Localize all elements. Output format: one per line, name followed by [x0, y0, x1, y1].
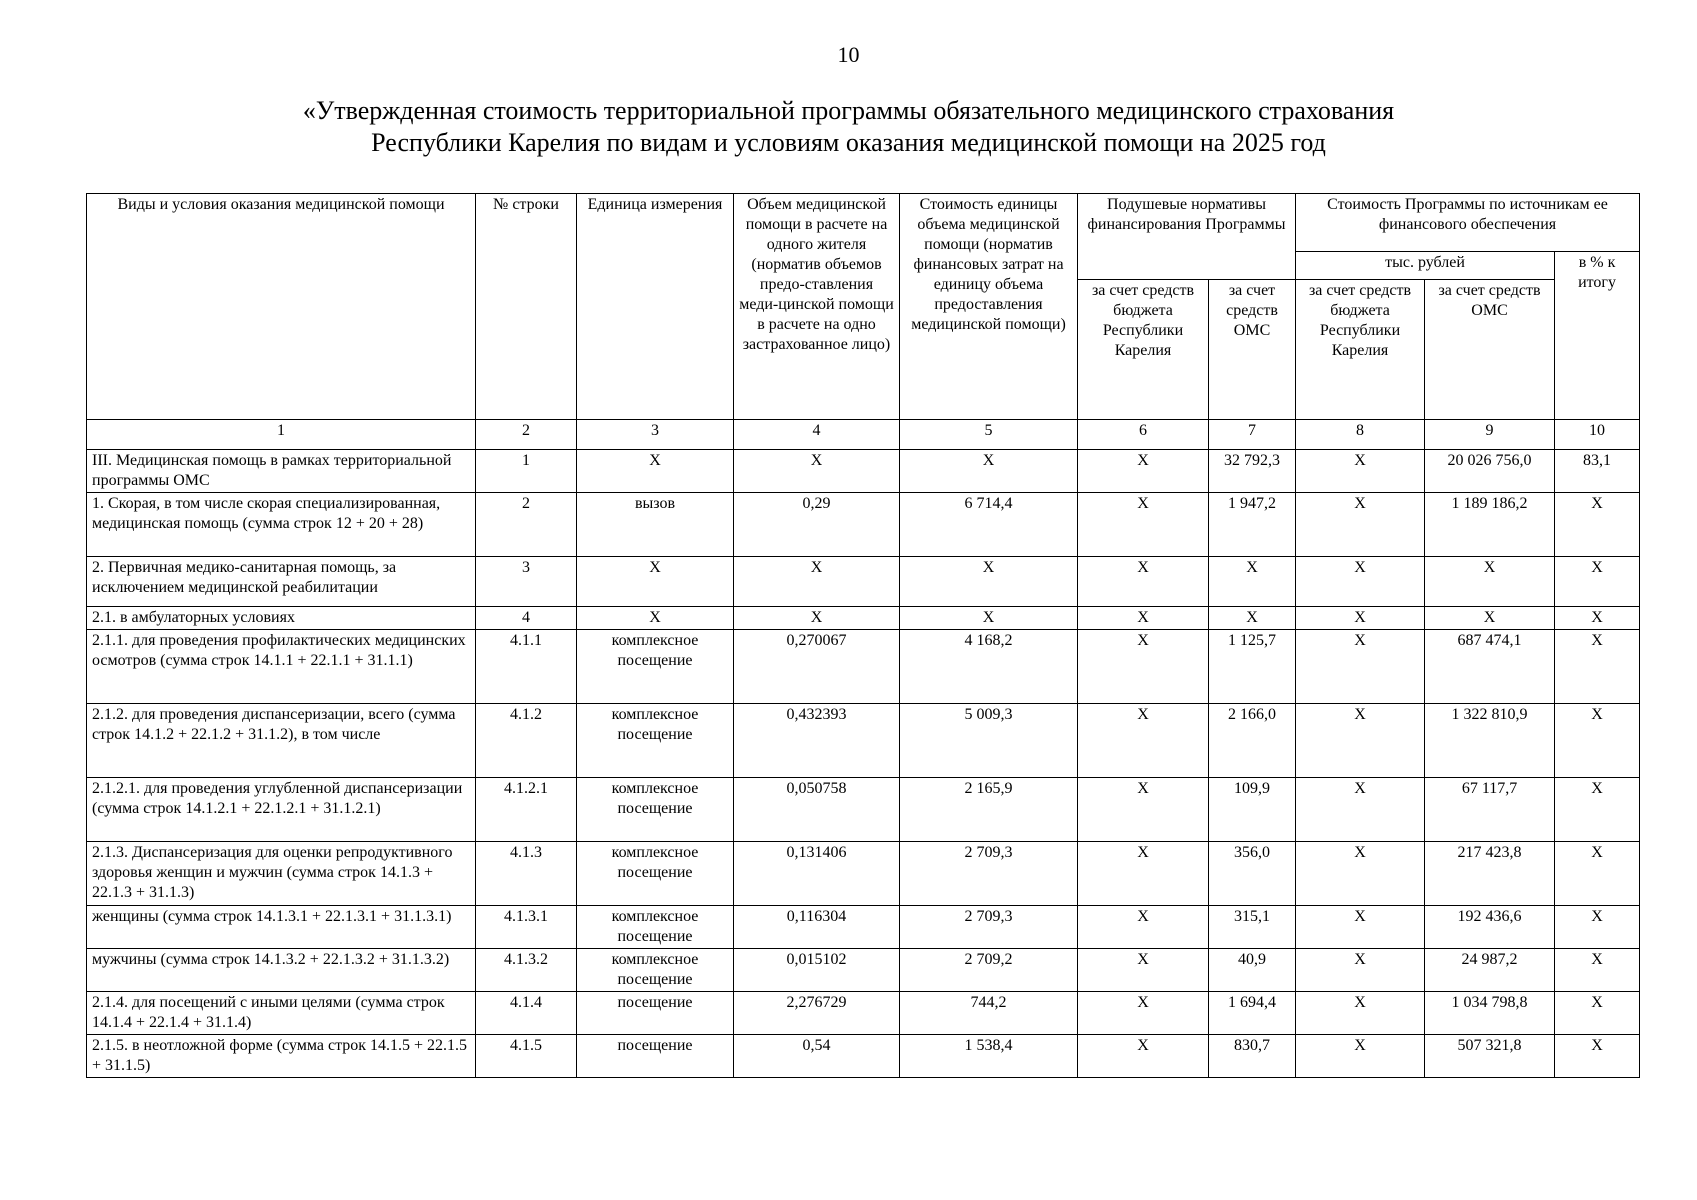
column-number: 4: [734, 420, 900, 450]
header-per-capita-budget: за счет средств бюджета Республики Карелия: [1078, 280, 1209, 420]
cell-per-capita-budget: X: [1078, 949, 1209, 992]
cell-percent: X: [1555, 778, 1640, 842]
table-row: [87, 1035, 1640, 1078]
header-thousand-rubles: тыс. рублей: [1296, 252, 1555, 280]
table-row: [87, 778, 1640, 842]
cell-unit-cost: 2 709,3: [900, 906, 1078, 949]
cell-unit: комплексное посещение: [577, 842, 734, 906]
cell-unit-cost: 5 009,3: [900, 704, 1078, 778]
cell-unit-cost: X: [900, 450, 1078, 493]
cell-unit: комплексное посещение: [577, 949, 734, 992]
cell-unit-cost: 6 714,4: [900, 493, 1078, 557]
column-number: 2: [476, 420, 577, 450]
cell-cost-budget: X: [1296, 557, 1425, 607]
cell-percent: X: [1555, 630, 1640, 704]
cell-cost-budget: X: [1296, 778, 1425, 842]
cell-description: 2.1.4. для посещений с иными целями (сумма строк 14.1.4 + 22.1.4 + 31.1.4): [87, 992, 476, 1035]
cell-per-capita-oms: 830,7: [1209, 1035, 1296, 1078]
cell-row-number: 4.1.1: [476, 630, 577, 704]
cell-unit-cost: 1 538,4: [900, 1035, 1078, 1078]
cell-percent: X: [1555, 607, 1640, 630]
cell-unit-cost: 4 168,2: [900, 630, 1078, 704]
cell-row-number: 4.1.2.1: [476, 778, 577, 842]
cell-per-capita-budget: X: [1078, 607, 1209, 630]
table-row: [87, 704, 1640, 778]
cell-percent: X: [1555, 557, 1640, 607]
table-row: [87, 630, 1640, 704]
cell-percent: X: [1555, 992, 1640, 1035]
page-number: 10: [837, 42, 860, 67]
cell-row-number: 4.1.3.1: [476, 906, 577, 949]
cell-unit: X: [577, 607, 734, 630]
cell-cost-budget: X: [1296, 949, 1425, 992]
cell-per-capita-budget: X: [1078, 557, 1209, 607]
cell-unit-cost: 2 709,3: [900, 842, 1078, 906]
cell-description: 2.1.2.1. для проведения углубленной диспансеризации (сумма строк 14.1.2.1 + 22.1.2.1 + 31.1.2.1): [87, 778, 476, 842]
cell-row-number: 1: [476, 450, 577, 493]
cell-cost-oms: 1 322 810,9: [1425, 704, 1555, 778]
cell-per-capita-oms: 356,0: [1209, 842, 1296, 906]
cell-cost-oms: 217 423,8: [1425, 842, 1555, 906]
cell-row-number: 4: [476, 607, 577, 630]
cell-per-capita-budget: X: [1078, 1035, 1209, 1078]
header-program-cost: Стоимость Программы по источникам ее финансового обеспечения: [1296, 194, 1640, 252]
cell-per-capita-budget: X: [1078, 450, 1209, 493]
table-row: [87, 557, 1640, 607]
cell-description: 2.1.3. Диспансеризация для оценки репродуктивного здоровья женщин и мужчин (сумма строк 14.1.3 + 22.1.3 + 31.1.3): [87, 842, 476, 906]
cell-per-capita-oms: 1 947,2: [1209, 493, 1296, 557]
cell-unit-cost: X: [900, 607, 1078, 630]
cell-percent: X: [1555, 493, 1640, 557]
cell-volume: 0,54: [734, 1035, 900, 1078]
cell-per-capita-budget: X: [1078, 704, 1209, 778]
cell-per-capita-budget: X: [1078, 842, 1209, 906]
cell-percent: X: [1555, 906, 1640, 949]
cell-volume: 0,29: [734, 493, 900, 557]
column-number: 8: [1296, 420, 1425, 450]
header-percent-of-total: в % к итогу: [1555, 252, 1640, 420]
cell-per-capita-oms: 32 792,3: [1209, 450, 1296, 493]
cell-cost-budget: X: [1296, 607, 1425, 630]
cell-cost-oms: 20 026 756,0: [1425, 450, 1555, 493]
cell-per-capita-budget: X: [1078, 493, 1209, 557]
cell-cost-oms: X: [1425, 557, 1555, 607]
cell-description: женщины (сумма строк 14.1.3.1 + 22.1.3.1 + 31.1.3.1): [87, 906, 476, 949]
cell-per-capita-oms: 1 125,7: [1209, 630, 1296, 704]
cell-cost-budget: X: [1296, 906, 1425, 949]
cell-cost-budget: X: [1296, 704, 1425, 778]
cell-volume: 0,270067: [734, 630, 900, 704]
header-row-number: № строки: [476, 194, 577, 420]
cell-cost-oms: 1 034 798,8: [1425, 992, 1555, 1035]
table-row: [87, 906, 1640, 949]
cell-per-capita-budget: X: [1078, 992, 1209, 1035]
cell-cost-budget: X: [1296, 493, 1425, 557]
cell-unit: комплексное посещение: [577, 906, 734, 949]
cell-cost-budget: X: [1296, 1035, 1425, 1078]
cell-cost-oms: 1 189 186,2: [1425, 493, 1555, 557]
cell-per-capita-oms: 315,1: [1209, 906, 1296, 949]
cell-row-number: 4.1.3.2: [476, 949, 577, 992]
cell-unit-cost: 2 709,2: [900, 949, 1078, 992]
document-title-line-2: Республики Карелия по видам и условиям оказания медицинской помощи на 2025 год: [371, 128, 1326, 157]
cell-volume: X: [734, 557, 900, 607]
column-number: 1: [87, 420, 476, 450]
column-number: 9: [1425, 420, 1555, 450]
cell-unit-cost: 744,2: [900, 992, 1078, 1035]
table-row: [87, 842, 1640, 906]
table-body: [87, 450, 1640, 1078]
cell-unit: посещение: [577, 1035, 734, 1078]
cell-cost-oms: 192 436,6: [1425, 906, 1555, 949]
cell-description: III. Медицинская помощь в рамках территориальной программы ОМС: [87, 450, 476, 493]
header-unit: Единица измерения: [577, 194, 734, 420]
cell-per-capita-budget: X: [1078, 630, 1209, 704]
table-row: [87, 949, 1640, 992]
cell-cost-budget: X: [1296, 450, 1425, 493]
cell-cost-oms: 687 474,1: [1425, 630, 1555, 704]
cell-volume: 0,116304: [734, 906, 900, 949]
cell-percent: X: [1555, 704, 1640, 778]
column-number: 5: [900, 420, 1078, 450]
table-row: [87, 450, 1640, 493]
cell-percent: X: [1555, 842, 1640, 906]
cell-unit-cost: 2 165,9: [900, 778, 1078, 842]
cell-unit: X: [577, 450, 734, 493]
column-number: 3: [577, 420, 734, 450]
column-number: 6: [1078, 420, 1209, 450]
table-row: [87, 493, 1640, 557]
cell-volume: 2,276729: [734, 992, 900, 1035]
cell-per-capita-oms: X: [1209, 607, 1296, 630]
cell-row-number: 4.1.5: [476, 1035, 577, 1078]
cell-per-capita-oms: 2 166,0: [1209, 704, 1296, 778]
table-row: [87, 992, 1640, 1035]
header-cost-oms: за счет средств ОМС: [1425, 280, 1555, 420]
cell-volume: X: [734, 607, 900, 630]
cell-percent: X: [1555, 949, 1640, 992]
cell-volume: 0,015102: [734, 949, 900, 992]
cell-description: 1. Скорая, в том числе скорая специализированная, медицинская помощь (сумма строк 12 + 20 + 28): [87, 493, 476, 557]
document-title-line-1: «Утвержденная стоимость территориальной программы обязательного медицинского страхования: [302, 96, 1395, 125]
cell-unit: комплексное посещение: [577, 704, 734, 778]
cell-per-capita-budget: X: [1078, 778, 1209, 842]
cell-unit: комплексное посещение: [577, 630, 734, 704]
cell-volume: X: [734, 450, 900, 493]
cell-per-capita-oms: 109,9: [1209, 778, 1296, 842]
cell-unit: X: [577, 557, 734, 607]
cell-unit-cost: X: [900, 557, 1078, 607]
cell-description: мужчины (сумма строк 14.1.3.2 + 22.1.3.2 + 31.1.3.2): [87, 949, 476, 992]
column-number: 7: [1209, 420, 1296, 450]
column-number: 10: [1555, 420, 1640, 450]
cell-row-number: 4.1.4: [476, 992, 577, 1035]
cell-volume: 0,050758: [734, 778, 900, 842]
document-title: [0, 95, 1697, 159]
cell-description: 2. Первичная медико-санитарная помощь, за исключением медицинской реабилитации: [87, 557, 476, 607]
cell-percent: 83,1: [1555, 450, 1640, 493]
table-header: [87, 194, 1640, 450]
cost-table: [86, 193, 1640, 1078]
cell-per-capita-oms: 1 694,4: [1209, 992, 1296, 1035]
cell-row-number: 2: [476, 493, 577, 557]
cell-row-number: 3: [476, 557, 577, 607]
cell-unit: вызов: [577, 493, 734, 557]
cell-cost-oms: 24 987,2: [1425, 949, 1555, 992]
header-cost-budget: за счет средств бюджета Республики Карелия: [1296, 280, 1425, 420]
cell-description: 2.1.2. для проведения диспансеризации, всего (сумма строк 14.1.2 + 22.1.2 + 31.1.2), в том числе: [87, 704, 476, 778]
cell-cost-budget: X: [1296, 842, 1425, 906]
cell-unit: комплексное посещение: [577, 778, 734, 842]
cell-row-number: 4.1.2: [476, 704, 577, 778]
cell-cost-oms: 507 321,8: [1425, 1035, 1555, 1078]
header-volume: Объем медицинской помощи в расчете на одного жителя (норматив объемов предо-ставления меди-цинской помощи в расчете на одно застрахованное лицо): [734, 194, 900, 420]
header-unit-cost: Стоимость единицы объема медицинской помощи (норматив финансовых затрат на единицу объема предоставления медицинской помощи): [900, 194, 1078, 420]
cell-cost-budget: X: [1296, 992, 1425, 1035]
cell-unit: посещение: [577, 992, 734, 1035]
cell-description: 2.1.1. для проведения профилактических медицинских осмотров (сумма строк 14.1.1 + 22.1.1 + 31.1.1): [87, 630, 476, 704]
header-per-capita: Подушевые нормативы финансирования Программы: [1078, 194, 1296, 280]
cell-description: 2.1.5. в неотложной форме (сумма строк 14.1.5 + 22.1.5 + 31.1.5): [87, 1035, 476, 1078]
cell-row-number: 4.1.3: [476, 842, 577, 906]
cell-volume: 0,131406: [734, 842, 900, 906]
table-row: [87, 607, 1640, 630]
cell-cost-oms: X: [1425, 607, 1555, 630]
cell-per-capita-oms: X: [1209, 557, 1296, 607]
header-kinds-of-care: Виды и условия оказания медицинской помощи: [87, 194, 476, 420]
column-number-row: [87, 420, 1640, 450]
cell-percent: X: [1555, 1035, 1640, 1078]
cell-per-capita-oms: 40,9: [1209, 949, 1296, 992]
cell-cost-oms: 67 117,7: [1425, 778, 1555, 842]
cell-volume: 0,432393: [734, 704, 900, 778]
header-per-capita-oms: за счет средств ОМС: [1209, 280, 1296, 420]
cell-description: 2.1. в амбулаторных условиях: [87, 607, 476, 630]
cell-cost-budget: X: [1296, 630, 1425, 704]
cell-per-capita-budget: X: [1078, 906, 1209, 949]
